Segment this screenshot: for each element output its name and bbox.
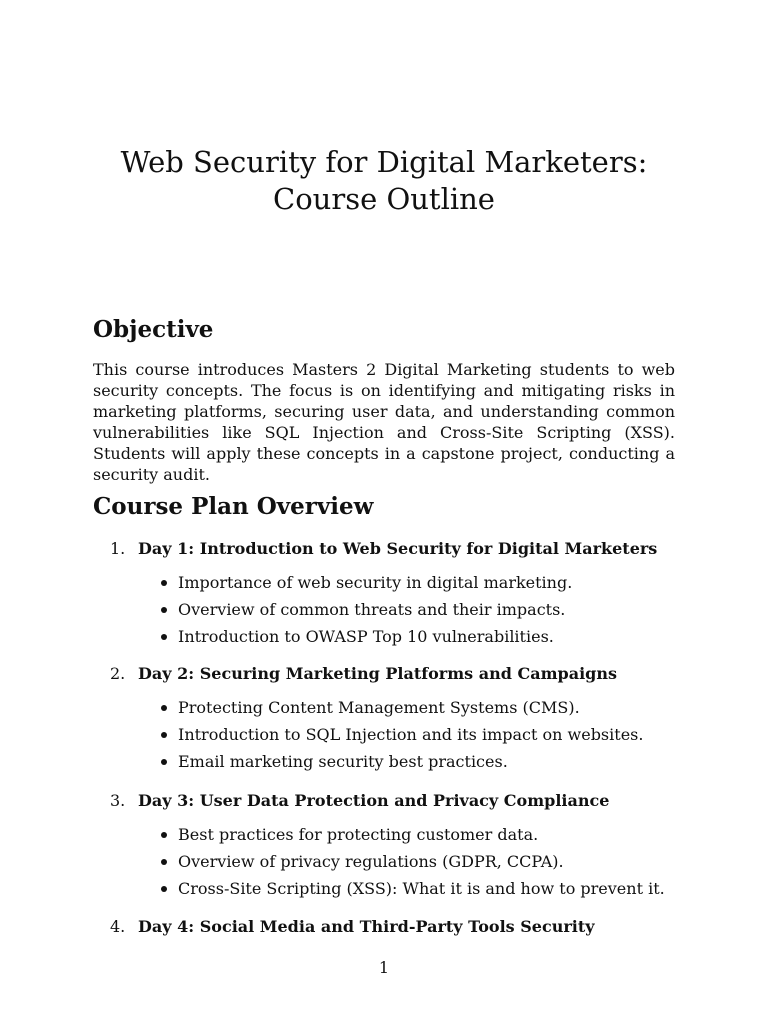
course-plan-heading: Course Plan Overview [93,493,374,520]
day-2-title [110,664,690,684]
list-item [110,600,690,627]
bullet-icon [161,759,167,765]
day-1-title-text: Day 1: Introduction to Web Security for Digital Marketers [138,539,658,558]
list-item-text: Protecting Content Management Systems (CMS). [178,698,580,717]
day-2-number: 2. [110,664,126,683]
list-item-text: Best practices for protecting customer data. [178,825,539,844]
list-item-text: Overview of privacy regulations (GDPR, CCPA). [178,852,564,871]
list-item [110,852,690,879]
page-number: 1 [378,958,390,977]
day-2-title-text: Day 2: Securing Marketing Platforms and Campaigns [138,664,617,683]
list-item-text: Overview of common threats and their impacts. [178,600,566,619]
day-1-number: 1. [110,539,126,558]
day-2-section [110,664,690,779]
day-4-section [110,917,690,937]
day-4-title [110,917,690,937]
day-4-number: 4. [110,917,126,936]
list-item-text: Cross-Site Scripting (XSS): What it is and how to prevent it. [178,879,665,898]
list-item [110,725,690,752]
document-title: Web Security for Digital Marketers: Course Outline [120,145,648,216]
list-item [110,573,690,600]
list-item [110,879,690,906]
bullet-icon [161,580,167,586]
day-3-section [110,791,690,906]
bullet-icon [161,886,167,892]
bullet-icon [161,705,167,711]
day-1-title [110,539,690,559]
list-item [110,825,690,852]
day-4-title-text: Day 4: Social Media and Third-Party Tools Security [138,917,595,936]
day-2-topics [110,698,690,779]
objective-paragraph: This course introduces Masters 2 Digital Marketing students to web security concepts. The focus is on identifying and mitigating risks in marketing platforms, securing user data, and understanding common vulnerabilities like SQL Injection and Cross-Site Scripting (XSS). Students will apply these concepts in a capstone project, conducting a security audit. [93,360,675,484]
bullet-icon [161,832,167,838]
bullet-icon [161,859,167,865]
bullet-icon [161,732,167,738]
list-item-text: Introduction to OWASP Top 10 vulnerabilities. [178,627,554,646]
list-item [110,627,690,654]
day-3-topics [110,825,690,906]
day-3-title [110,791,690,811]
list-item-text: Introduction to SQL Injection and its impact on websites. [178,725,644,744]
day-3-number: 3. [110,791,126,810]
day-3-title-text: Day 3: User Data Protection and Privacy Compliance [138,791,610,810]
list-item [110,698,690,725]
bullet-icon [161,607,167,613]
bullet-icon [161,634,167,640]
objective-heading: Objective [93,316,214,343]
list-item [110,752,690,779]
list-item-text: Importance of web security in digital marketing. [178,573,573,592]
list-item-text: Email marketing security best practices. [178,752,508,771]
day-1-topics [110,573,690,654]
day-1-section [110,539,690,654]
